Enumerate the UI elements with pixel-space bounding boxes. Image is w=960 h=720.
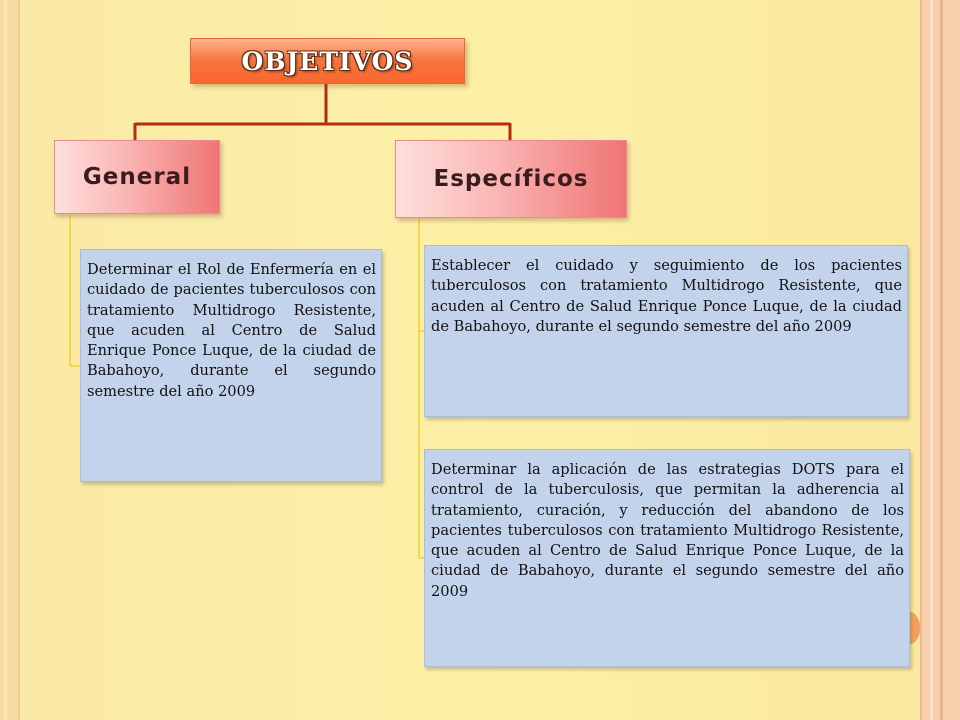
especificos-label: Específicos — [433, 166, 589, 192]
specific-objective-2-text: Determinar la aplicación de las estrategias DOTS para el control de la tuberculosis, que permitan la adherencia al tratamiento, curación, y reducción del abandono de los pacientes tuberculosos con tratamiento Multidrogo Resistente, que acuden al Centro de Salud Enrique Ponce Luque, de la ciudad de Babahoyo, durante el segundo semestre del año 2009 — [424, 449, 910, 667]
especificos-node — [395, 140, 627, 218]
objetivos-title: OBJETIVOS — [241, 46, 414, 76]
objetivos-root-node — [190, 38, 465, 84]
general-objective-text: Determinar el Rol de Enfermería en el cuidado de pacientes tuberculosos con tratamiento Multidrogo Resistente, que acuden al Centro de Salud Enrique Ponce Luque, de la ciudad de Babahoyo, durante el segundo semestre del año 2009 — [80, 249, 382, 482]
general-node — [54, 140, 220, 214]
specific-objective-1-text: Establecer el cuidado y seguimiento de los pacientes tuberculosos con tratamiento Multidrogo Resistente, que acuden al Centro de Salud Enrique Ponce Luque, de la ciudad de Babahoyo, durante el segundo semestre del año 2009 — [424, 245, 908, 417]
general-label: General — [82, 164, 192, 190]
